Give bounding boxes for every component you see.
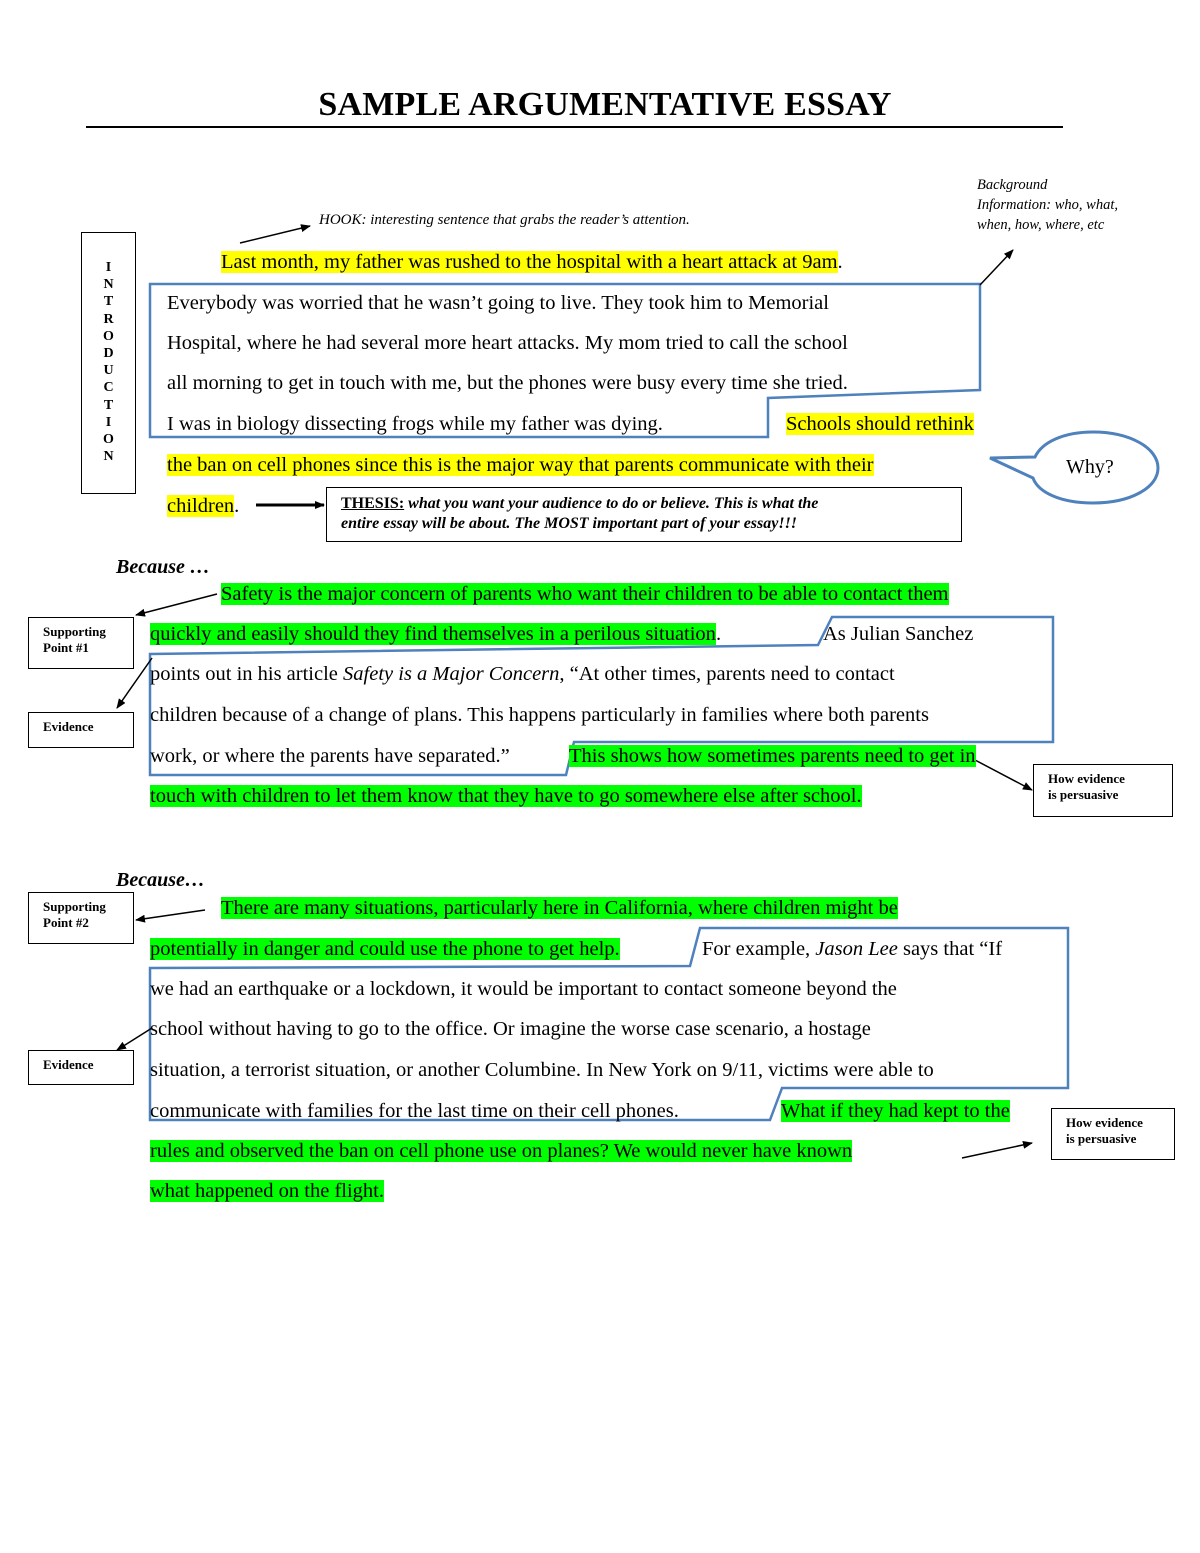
claim-line — [221, 894, 898, 922]
hook-arrow-icon — [240, 226, 310, 243]
supporting-point-1-box — [28, 617, 134, 669]
persuasive-label: How evidence — [1066, 1115, 1143, 1130]
claim-line — [150, 620, 721, 648]
claim-text: quickly and easily should they find themselves in a perilous situation — [150, 623, 716, 645]
because-label: Because … — [116, 556, 210, 578]
evidence-line: we had an earthquake or a lockdown, it would be important to contact someone beyond the — [150, 978, 897, 1000]
because-label: Because… — [116, 869, 205, 891]
analysis-text: touch with children to let them know that they have to go somewhere else after school. — [150, 785, 862, 807]
analysis-line — [150, 782, 862, 810]
evidence-line: As Julian Sanchez — [823, 623, 974, 645]
evidence-text: points out in his article — [150, 663, 344, 685]
thesis-line — [167, 492, 239, 520]
source-name: Jason Lee — [815, 938, 898, 960]
intro-letter: I — [105, 414, 112, 430]
evidence-2-box: Evidence — [28, 1050, 134, 1085]
evidence-line: situation, a terrorist situation, or another Columbine. In New York on 9/11, victims were able to — [150, 1059, 934, 1081]
page-title: SAMPLE ARGUMENTATIVE ESSAY — [318, 86, 892, 123]
intro-letter: T — [103, 294, 114, 310]
hook-annotation: HOOK: interesting sentence that grabs the reader’s attention. — [319, 212, 690, 228]
evidence-line — [702, 935, 1002, 963]
analysis-line — [569, 742, 976, 770]
background-annotation-line: Information: who, what, — [977, 197, 1118, 213]
intro-letter: N — [103, 449, 114, 465]
analysis-line — [150, 1137, 852, 1165]
supporting-point-label: Supporting — [43, 624, 106, 639]
thesis-description: what you want your audience to do or believe. This is what the — [404, 495, 819, 512]
persuasive-2-box — [1051, 1108, 1175, 1160]
evidence-text: For example, — [702, 938, 816, 960]
thesis-line — [786, 410, 974, 438]
article-title: Safety is a Major Concern — [343, 663, 560, 685]
evidence-line — [150, 660, 895, 688]
background-line: I was in biology dissecting frogs while my father was dying. — [167, 413, 663, 435]
thesis-annotation-line — [341, 494, 961, 514]
background-line: Everybody was worried that he wasn’t going to live. They took him to Memorial — [167, 292, 829, 314]
claim-period: . — [715, 623, 722, 645]
evidence-line: communicate with families for the last time on their cell phones. — [150, 1100, 679, 1122]
evidence-line: school without having to go to the office. Or imagine the worse case scenario, a hostage — [150, 1018, 871, 1040]
thesis-line — [167, 451, 874, 479]
supporting-point-label: Point #1 — [43, 640, 89, 655]
thesis-text: Schools should rethink — [786, 413, 974, 435]
intro-letter: D — [103, 346, 114, 362]
evidence-line: children because of a change of plans. This happens particularly in families where both parents — [150, 704, 929, 726]
persuasive-1-box — [1033, 764, 1173, 817]
thesis-text: children — [167, 495, 235, 517]
persuasive-1-arrow-icon — [975, 760, 1032, 790]
thesis-annotation-line: entire essay will be about. The MOST important part of your essay!!! — [341, 515, 798, 532]
intro-letter: U — [103, 363, 114, 379]
claim-text: There are many situations, particularly here in California, where children might be — [221, 897, 898, 919]
background-annotation-line: Background — [977, 177, 1048, 193]
analysis-text: This shows how sometimes parents need to get in — [569, 745, 976, 767]
persuasive-label: How evidence — [1048, 771, 1125, 786]
hook-sentence — [221, 248, 843, 276]
thesis-period: . — [234, 495, 240, 517]
why-question: Why? — [1066, 456, 1114, 478]
supporting-point-label: Supporting — [43, 899, 106, 914]
intro-letter: I — [105, 260, 112, 275]
background-line: all morning to get in touch with me, but the phones were busy every time she tried. — [167, 372, 848, 394]
intro-letter: C — [103, 380, 114, 396]
intro-letter: T — [103, 397, 114, 413]
evidence-text: , “At other times, parents need to contact — [559, 663, 895, 685]
intro-letter: O — [103, 328, 114, 344]
supporting-1-arrow-icon — [136, 594, 217, 615]
evidence-1-box: Evidence — [28, 712, 134, 748]
hook-sentence-period: . — [837, 251, 843, 273]
analysis-line — [150, 1177, 384, 1205]
supporting-point-2-box — [28, 892, 134, 944]
thesis-annotation-box — [326, 487, 962, 542]
background-line: Hospital, where he had several more heart attacks. My mom tried to call the school — [167, 332, 848, 354]
evidence-line: work, or where the parents have separated.” — [150, 745, 510, 767]
thesis-label: THESIS: — [341, 495, 405, 512]
background-arrow-icon — [980, 250, 1013, 285]
persuasive-label: is persuasive — [1048, 787, 1119, 802]
intro-letter: R — [103, 311, 114, 327]
claim-line — [150, 935, 620, 963]
evidence-2-arrow-icon — [117, 1028, 152, 1050]
thesis-text: the ban on cell phones since this is the major way that parents communicate with their — [167, 454, 874, 476]
analysis-text: what happened on the flight. — [150, 1180, 384, 1202]
supporting-point-label: Point #2 — [43, 915, 89, 930]
evidence-text: says that “If — [897, 938, 1003, 960]
persuasive-label: is persuasive — [1066, 1131, 1137, 1146]
persuasive-2-arrow-icon — [962, 1143, 1032, 1158]
background-annotation-line: when, how, where, etc — [977, 217, 1105, 233]
supporting-2-arrow-icon — [136, 910, 205, 920]
analysis-line — [781, 1097, 1010, 1125]
intro-letter: N — [103, 277, 114, 293]
claim-text: potentially in danger and could use the phone to get help. — [150, 938, 620, 960]
analysis-text: rules and observed the ban on cell phone use on planes? We would never have known — [150, 1140, 853, 1162]
analysis-text: What if they had kept to the — [781, 1100, 1010, 1122]
hook-sentence-text: Last month, my father was rushed to the hospital with a heart attack at 9am — [221, 251, 838, 273]
claim-line — [221, 580, 949, 608]
intro-letter: O — [103, 432, 114, 448]
claim-text: Safety is the major concern of parents who want their children to be able to contact them — [221, 583, 949, 605]
